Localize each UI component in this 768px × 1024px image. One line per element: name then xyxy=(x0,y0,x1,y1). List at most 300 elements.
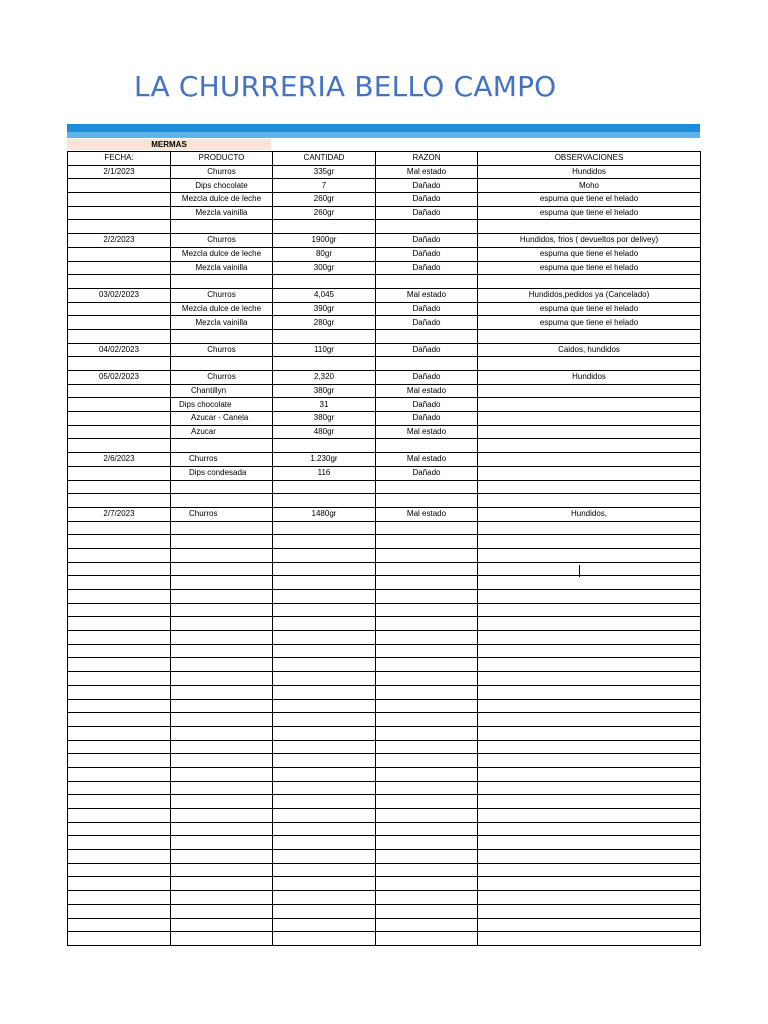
empty-table-row xyxy=(68,795,701,809)
cell-cantidad xyxy=(273,617,376,631)
cell-fecha xyxy=(68,877,171,891)
table-row xyxy=(68,371,701,385)
cell-razon xyxy=(376,480,478,494)
cell-observaciones xyxy=(478,685,701,699)
cell-cantidad xyxy=(273,548,376,562)
cell-fecha: 2/2/2023 xyxy=(68,234,171,248)
cell-razon xyxy=(376,863,478,877)
empty-table-row xyxy=(68,781,701,795)
cell-fecha xyxy=(68,562,171,576)
cell-producto: Dips chocolate xyxy=(171,398,273,412)
cell-observaciones xyxy=(478,425,701,439)
cell-cantidad xyxy=(273,918,376,932)
cell-observaciones xyxy=(478,809,701,823)
empty-table-row xyxy=(68,891,701,905)
cell-cantidad: 335gr xyxy=(273,165,376,179)
cell-observaciones xyxy=(478,754,701,768)
cell-producto xyxy=(171,699,273,713)
cell-producto xyxy=(171,740,273,754)
cell-razon: Mal estado xyxy=(376,165,478,179)
cell-observaciones xyxy=(478,795,701,809)
cell-observaciones: espuma que tiene el helado xyxy=(478,316,701,330)
cell-cantidad: 300gr xyxy=(273,261,376,275)
cell-razon xyxy=(376,932,478,946)
cell-observaciones: Caidos, hundidos xyxy=(478,343,701,357)
cell-observaciones xyxy=(478,781,701,795)
header-row xyxy=(68,152,701,166)
empty-table-row xyxy=(68,562,701,576)
cell-observaciones xyxy=(478,918,701,932)
cell-observaciones: espuma que tiene el helado xyxy=(478,206,701,220)
cell-producto xyxy=(171,809,273,823)
cell-producto xyxy=(171,576,273,590)
cell-observaciones xyxy=(478,699,701,713)
cell-observaciones: Hundidos xyxy=(478,371,701,385)
cell-observaciones xyxy=(478,535,701,549)
cell-observaciones xyxy=(478,275,701,289)
cell-razon: Dañado xyxy=(376,316,478,330)
cell-observaciones xyxy=(478,863,701,877)
cell-fecha xyxy=(68,672,171,686)
cell-fecha xyxy=(68,836,171,850)
cell-razon xyxy=(376,685,478,699)
cell-fecha xyxy=(68,699,171,713)
cell-fecha xyxy=(68,603,171,617)
header-cell-fecha: FECHA: xyxy=(68,152,171,166)
cell-razon xyxy=(376,918,478,932)
cell-observaciones xyxy=(478,576,701,590)
cell-razon xyxy=(376,535,478,549)
cell-razon: Dañado xyxy=(376,371,478,385)
cell-razon xyxy=(376,781,478,795)
cell-fecha xyxy=(68,713,171,727)
cell-fecha xyxy=(68,220,171,234)
header-cell-cantidad: CANTIDAD xyxy=(273,152,376,166)
cell-fecha: 05/02/2023 xyxy=(68,371,171,385)
cell-razon: Mal estado xyxy=(376,288,478,302)
table-row xyxy=(68,494,701,508)
cell-razon xyxy=(376,672,478,686)
cell-producto: Mezcla vainilla xyxy=(171,206,273,220)
cell-producto xyxy=(171,836,273,850)
cell-cantidad xyxy=(273,767,376,781)
cell-observaciones: Hundidos,pedidos ya (Cancelado) xyxy=(478,288,701,302)
table-row xyxy=(68,329,701,343)
cell-observaciones: espuma que tiene el helado xyxy=(478,193,701,207)
cell-producto xyxy=(171,590,273,604)
cell-fecha xyxy=(68,412,171,426)
cell-razon xyxy=(376,275,478,289)
cell-observaciones xyxy=(478,877,701,891)
cell-cantidad xyxy=(273,329,376,343)
cell-producto: Churros xyxy=(171,371,273,385)
cell-observaciones xyxy=(478,466,701,480)
cell-razon xyxy=(376,439,478,453)
cell-fecha xyxy=(68,576,171,590)
cell-razon xyxy=(376,767,478,781)
cell-observaciones xyxy=(478,548,701,562)
cell-producto xyxy=(171,918,273,932)
cell-razon xyxy=(376,809,478,823)
cell-fecha xyxy=(68,494,171,508)
cell-fecha xyxy=(68,617,171,631)
empty-table-row xyxy=(68,932,701,946)
cell-fecha xyxy=(68,247,171,261)
cell-fecha xyxy=(68,795,171,809)
cell-razon xyxy=(376,699,478,713)
table-row xyxy=(68,179,701,193)
empty-table-row xyxy=(68,685,701,699)
cell-razon xyxy=(376,850,478,864)
cell-cantidad xyxy=(273,822,376,836)
table-row xyxy=(68,302,701,316)
cell-fecha: 2/6/2023 xyxy=(68,453,171,467)
empty-table-row xyxy=(68,617,701,631)
cell-observaciones xyxy=(478,329,701,343)
cell-producto: Churros xyxy=(171,165,273,179)
cell-fecha xyxy=(68,193,171,207)
cell-producto: Mezcla dulce de leche xyxy=(171,247,273,261)
cell-razon xyxy=(376,548,478,562)
cell-fecha xyxy=(68,439,171,453)
cell-observaciones: espuma que tiene el helado xyxy=(478,261,701,275)
table-row xyxy=(68,261,701,275)
cell-cantidad xyxy=(273,439,376,453)
cell-observaciones xyxy=(478,357,701,371)
cell-razon xyxy=(376,836,478,850)
header-cell-observaciones: OBSERVACIONES xyxy=(478,152,701,166)
cell-fecha xyxy=(68,590,171,604)
cell-cantidad: 31 xyxy=(273,398,376,412)
cell-observaciones xyxy=(478,850,701,864)
cell-observaciones xyxy=(478,767,701,781)
cell-observaciones xyxy=(478,521,701,535)
cell-razon: Dañado xyxy=(376,261,478,275)
cell-observaciones: Hundidos, frios ( devueltos por delivey) xyxy=(478,234,701,248)
table-row xyxy=(68,234,701,248)
cell-observaciones: espuma que tiene el helado xyxy=(478,247,701,261)
empty-table-row xyxy=(68,754,701,768)
cell-producto: Churros xyxy=(171,288,273,302)
cell-razon: Dañado xyxy=(376,179,478,193)
empty-table-row xyxy=(68,918,701,932)
cell-razon xyxy=(376,795,478,809)
cell-producto xyxy=(171,726,273,740)
empty-table-row xyxy=(68,836,701,850)
empty-table-row xyxy=(68,877,701,891)
table-row xyxy=(68,206,701,220)
cell-producto: Churros xyxy=(171,343,273,357)
cell-cantidad xyxy=(273,891,376,905)
cell-producto xyxy=(171,822,273,836)
cell-cantidad xyxy=(273,535,376,549)
cell-fecha xyxy=(68,918,171,932)
cell-observaciones: Moho xyxy=(478,179,701,193)
cell-producto xyxy=(171,658,273,672)
cell-razon: Mal estado xyxy=(376,507,478,521)
cell-cantidad: 260gr xyxy=(273,206,376,220)
cell-razon xyxy=(376,726,478,740)
cell-fecha: 2/7/2023 xyxy=(68,507,171,521)
cell-cantidad xyxy=(273,562,376,576)
cell-cantidad xyxy=(273,275,376,289)
cell-cantidad: 390gr xyxy=(273,302,376,316)
cell-producto: Azucar xyxy=(171,425,273,439)
cell-producto xyxy=(171,904,273,918)
cell-producto xyxy=(171,617,273,631)
cell-observaciones xyxy=(478,891,701,905)
cell-producto xyxy=(171,548,273,562)
cell-producto xyxy=(171,713,273,727)
cell-cantidad xyxy=(273,672,376,686)
cell-observaciones xyxy=(478,220,701,234)
empty-table-row xyxy=(68,767,701,781)
empty-table-row xyxy=(68,631,701,645)
empty-table-row xyxy=(68,713,701,727)
cell-fecha xyxy=(68,644,171,658)
cell-producto xyxy=(171,850,273,864)
cell-fecha xyxy=(68,261,171,275)
cell-producto: Mezcla vainilla xyxy=(171,261,273,275)
cell-cantidad xyxy=(273,740,376,754)
cell-razon: Dañado xyxy=(376,412,478,426)
cell-observaciones xyxy=(478,836,701,850)
table-row xyxy=(68,412,701,426)
cell-producto xyxy=(171,521,273,535)
cell-fecha xyxy=(68,521,171,535)
cell-razon: Dañado xyxy=(376,398,478,412)
cell-cantidad xyxy=(273,932,376,946)
cell-observaciones xyxy=(478,412,701,426)
cell-cantidad xyxy=(273,781,376,795)
cell-observaciones xyxy=(478,726,701,740)
cell-cantidad xyxy=(273,699,376,713)
cell-razon xyxy=(376,562,478,576)
cell-cantidad xyxy=(273,877,376,891)
table-row xyxy=(68,193,701,207)
cell-fecha xyxy=(68,302,171,316)
empty-table-row xyxy=(68,850,701,864)
cell-fecha xyxy=(68,658,171,672)
cell-razon xyxy=(376,822,478,836)
cell-razon: Dañado xyxy=(376,466,478,480)
cell-razon xyxy=(376,590,478,604)
cell-fecha xyxy=(68,822,171,836)
cell-cantidad: 480gr xyxy=(273,425,376,439)
cell-cantidad xyxy=(273,658,376,672)
cell-fecha xyxy=(68,767,171,781)
cell-producto xyxy=(171,480,273,494)
table-row xyxy=(68,220,701,234)
cell-observaciones xyxy=(478,590,701,604)
cell-cantidad xyxy=(273,576,376,590)
empty-table-row xyxy=(68,904,701,918)
cell-fecha xyxy=(68,850,171,864)
cell-cantidad xyxy=(273,904,376,918)
cell-fecha xyxy=(68,384,171,398)
cell-fecha xyxy=(68,275,171,289)
cell-observaciones xyxy=(478,494,701,508)
cell-producto xyxy=(171,439,273,453)
cell-razon xyxy=(376,713,478,727)
cell-cursor-mark xyxy=(579,565,580,577)
cell-producto: Churros xyxy=(171,453,273,467)
cell-observaciones xyxy=(478,453,701,467)
cell-producto xyxy=(171,494,273,508)
empty-table-row xyxy=(68,822,701,836)
cell-fecha xyxy=(68,754,171,768)
cell-producto: Dips chocolate xyxy=(171,179,273,193)
table-row xyxy=(68,275,701,289)
cell-producto xyxy=(171,275,273,289)
cell-fecha xyxy=(68,631,171,645)
cell-fecha xyxy=(68,781,171,795)
table-row xyxy=(68,165,701,179)
cell-fecha xyxy=(68,179,171,193)
cell-cantidad xyxy=(273,220,376,234)
cell-fecha xyxy=(68,206,171,220)
cell-fecha xyxy=(68,316,171,330)
cell-producto xyxy=(171,877,273,891)
table-row xyxy=(68,425,701,439)
cell-fecha xyxy=(68,685,171,699)
cell-producto xyxy=(171,535,273,549)
cell-fecha xyxy=(68,398,171,412)
cell-observaciones xyxy=(478,713,701,727)
table-row xyxy=(68,357,701,371)
cell-cantidad xyxy=(273,850,376,864)
cell-producto xyxy=(171,220,273,234)
cell-observaciones xyxy=(478,658,701,672)
cell-razon: Dañado xyxy=(376,343,478,357)
cell-razon xyxy=(376,576,478,590)
cell-razon xyxy=(376,220,478,234)
cell-observaciones xyxy=(478,822,701,836)
cell-observaciones xyxy=(478,644,701,658)
cell-fecha xyxy=(68,932,171,946)
cell-producto xyxy=(171,781,273,795)
empty-table-row xyxy=(68,590,701,604)
cell-fecha xyxy=(68,809,171,823)
cell-cantidad: 260gr xyxy=(273,193,376,207)
cell-cantidad xyxy=(273,754,376,768)
cell-producto xyxy=(171,891,273,905)
cell-cantidad: 2,320 xyxy=(273,371,376,385)
cell-producto: Chantillyn xyxy=(171,384,273,398)
table-row xyxy=(68,247,701,261)
cell-cantidad xyxy=(273,480,376,494)
header-cell-producto: PRODUCTO xyxy=(171,152,273,166)
cell-razon xyxy=(376,740,478,754)
header-cell-razon: RAZON xyxy=(376,152,478,166)
cell-producto: Mezcla dulce de leche xyxy=(171,193,273,207)
cell-razon: Dañado xyxy=(376,234,478,248)
cell-producto: Mezcla vainilla xyxy=(171,316,273,330)
cell-cantidad: 1480gr xyxy=(273,507,376,521)
cell-observaciones xyxy=(478,384,701,398)
cell-producto xyxy=(171,767,273,781)
cell-observaciones xyxy=(478,480,701,494)
page-title: LA CHURRERIA BELLO CAMPO xyxy=(134,70,557,103)
cell-fecha xyxy=(68,480,171,494)
cell-producto xyxy=(171,754,273,768)
cell-fecha xyxy=(68,548,171,562)
cell-observaciones xyxy=(478,740,701,754)
cell-razon xyxy=(376,631,478,645)
cell-producto xyxy=(171,562,273,576)
cell-razon xyxy=(376,329,478,343)
cell-razon xyxy=(376,904,478,918)
empty-table-row xyxy=(68,699,701,713)
cell-producto: Azucar - Canela xyxy=(171,412,273,426)
cell-fecha xyxy=(68,726,171,740)
cell-cantidad xyxy=(273,713,376,727)
cell-razon xyxy=(376,891,478,905)
table-row xyxy=(68,507,701,521)
cell-cantidad xyxy=(273,494,376,508)
cell-producto xyxy=(171,932,273,946)
cell-razon xyxy=(376,357,478,371)
cell-razon: Mal estado xyxy=(376,453,478,467)
cell-cantidad xyxy=(273,521,376,535)
empty-table-row xyxy=(68,603,701,617)
cell-razon: Dañado xyxy=(376,206,478,220)
cell-producto xyxy=(171,357,273,371)
table-row xyxy=(68,384,701,398)
table-row xyxy=(68,343,701,357)
cell-fecha xyxy=(68,904,171,918)
mermas-table xyxy=(67,151,701,946)
cell-cantidad xyxy=(273,357,376,371)
cell-observaciones xyxy=(478,672,701,686)
cell-cantidad xyxy=(273,726,376,740)
cell-producto xyxy=(171,603,273,617)
cell-producto xyxy=(171,644,273,658)
cell-fecha xyxy=(68,329,171,343)
cell-producto: Churros xyxy=(171,234,273,248)
cell-cantidad xyxy=(273,685,376,699)
cell-razon: Mal estado xyxy=(376,384,478,398)
cell-fecha xyxy=(68,535,171,549)
cell-cantidad: 116 xyxy=(273,466,376,480)
cell-observaciones xyxy=(478,631,701,645)
cell-fecha xyxy=(68,891,171,905)
empty-table-row xyxy=(68,644,701,658)
cell-razon: Mal estado xyxy=(376,425,478,439)
table-row xyxy=(68,398,701,412)
cell-razon xyxy=(376,603,478,617)
cell-fecha xyxy=(68,466,171,480)
cell-cantidad xyxy=(273,836,376,850)
cell-cantidad: 7 xyxy=(273,179,376,193)
section-label: MERMAS xyxy=(67,139,271,150)
cell-fecha: 2/1/2023 xyxy=(68,165,171,179)
cell-observaciones: espuma que tiene el helado xyxy=(478,302,701,316)
cell-razon xyxy=(376,644,478,658)
table-row xyxy=(68,453,701,467)
empty-table-row xyxy=(68,521,701,535)
cell-fecha: 03/02/2023 xyxy=(68,288,171,302)
empty-table-row xyxy=(68,658,701,672)
cell-producto: Churros xyxy=(171,507,273,521)
cell-cantidad xyxy=(273,863,376,877)
cell-observaciones xyxy=(478,932,701,946)
cell-razon xyxy=(376,658,478,672)
empty-table-row xyxy=(68,726,701,740)
cell-producto xyxy=(171,863,273,877)
cell-cantidad: 380gr xyxy=(273,384,376,398)
cell-fecha xyxy=(68,740,171,754)
